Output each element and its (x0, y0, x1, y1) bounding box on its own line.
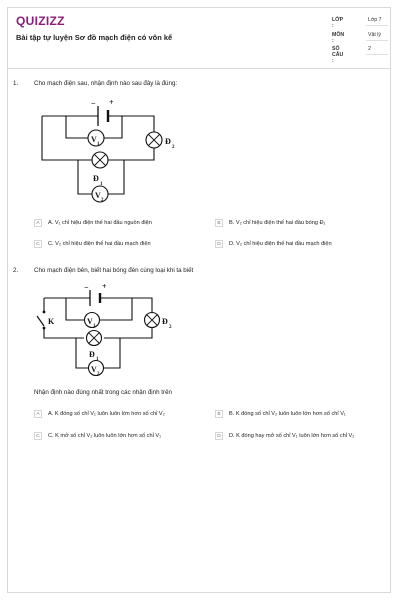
lamp-d2-icon (146, 132, 162, 148)
meta-grade-value: Lớp 7 (368, 17, 382, 23)
lamp-d1-icon (87, 331, 102, 346)
option-text: D. V₂ chỉ hiệu điện thế hai đầu mạch điện (229, 241, 332, 247)
option-q2-b[interactable] (215, 410, 346, 418)
option-text: B. V₂ chỉ hiệu điện thế hai đầu bóng Đ₁ (229, 220, 326, 226)
battery-plus-label: + (109, 98, 114, 107)
quizizz-logo: QUIZIZZ (16, 14, 65, 28)
option-letter: B (215, 410, 223, 418)
question-prompt: Nhận định nào đúng nhất trong các nhận định trên (34, 389, 172, 396)
option-text: A. K đóng số chỉ V₁ luôn luôn lớn hơn số chỉ V₂ (48, 411, 165, 417)
meta-underline (366, 25, 388, 26)
option-letter: A (34, 219, 42, 227)
meta-subject-label: MÔN : (332, 32, 345, 44)
option-text: D. K đóng hay mở số chỉ V₁ luôn lớn hơn số chỉ V₂ (229, 433, 355, 439)
meta-grade-label: LỚP : (332, 17, 343, 29)
d2-subscript: 2 (169, 325, 172, 330)
d2-label: Đ (165, 137, 171, 146)
option-letter: B (215, 219, 223, 227)
v1-subscript: 1 (97, 142, 100, 147)
option-q1-b[interactable] (215, 219, 325, 227)
circuit-diagram-1 (38, 94, 188, 206)
meta-count-value: 2 (368, 46, 371, 52)
option-letter: D (215, 432, 223, 440)
meta-underline (366, 54, 388, 55)
v2-subscript: 2 (97, 372, 100, 377)
d2-label: Đ (162, 317, 168, 326)
option-q2-c[interactable] (34, 432, 161, 440)
d1-subscript: 1 (96, 357, 99, 362)
option-letter: C (34, 240, 42, 248)
battery-minus-label: − (84, 283, 89, 292)
option-text: C. V₂ chỉ hiệu điện thế hai đầu mạch điện (48, 241, 151, 247)
v2-label: V (91, 365, 97, 374)
option-text: B. K đóng số chỉ V₂ luôn luôn lớn hơn số chỉ V₁ (229, 411, 346, 417)
option-q2-d[interactable] (215, 432, 354, 440)
question-text: Cho mạch điện bên, biết hai bóng đèn cùng loại khi ta biết (34, 267, 194, 274)
option-letter: A (34, 410, 42, 418)
option-letter: D (215, 240, 223, 248)
d1-subscript: 1 (100, 182, 103, 187)
battery-minus-label: − (91, 99, 96, 108)
option-letter: C (34, 432, 42, 440)
meta-underline (366, 40, 388, 41)
switch-k-icon (43, 311, 46, 330)
option-q1-d[interactable] (215, 240, 332, 248)
v2-subscript: 2 (101, 198, 104, 203)
question-number: 1. (13, 80, 19, 87)
option-q1-a[interactable] (34, 219, 152, 227)
v2-label: V (95, 191, 101, 200)
question-text: Cho mạch điện sau, nhận định nào sau đây là đúng: (34, 80, 178, 87)
d1-label: Đ (89, 350, 95, 359)
circuit-diagram-2 (32, 282, 182, 378)
question-number: 2. (13, 267, 19, 274)
lamp-d2-icon (145, 313, 160, 328)
worksheet-title: Bài tập tự luyện Sơ đồ mạch điện có vôn kế (16, 33, 173, 42)
option-text: A. V₁ chỉ hiệu điện thế hai đầu nguồn điện (48, 220, 152, 226)
switch-k-label: K (48, 317, 55, 326)
meta-count-label: SỐ CÂU : (332, 46, 344, 64)
d2-subscript: 2 (172, 145, 175, 150)
lamp-d1-icon (92, 152, 108, 168)
option-q2-a[interactable] (34, 410, 165, 418)
v1-subscript: 1 (93, 324, 96, 329)
meta-subject-value: Vật lý (368, 32, 381, 38)
v1-label: V (91, 135, 97, 144)
v1-label: V (87, 317, 93, 326)
battery-plus-label: + (102, 282, 107, 291)
option-text: C. K mở số chỉ V₂ luôn luôn lớn hơn số chỉ V₁ (48, 433, 162, 439)
d1-label: Đ (93, 174, 99, 183)
option-q1-c[interactable] (34, 240, 151, 248)
